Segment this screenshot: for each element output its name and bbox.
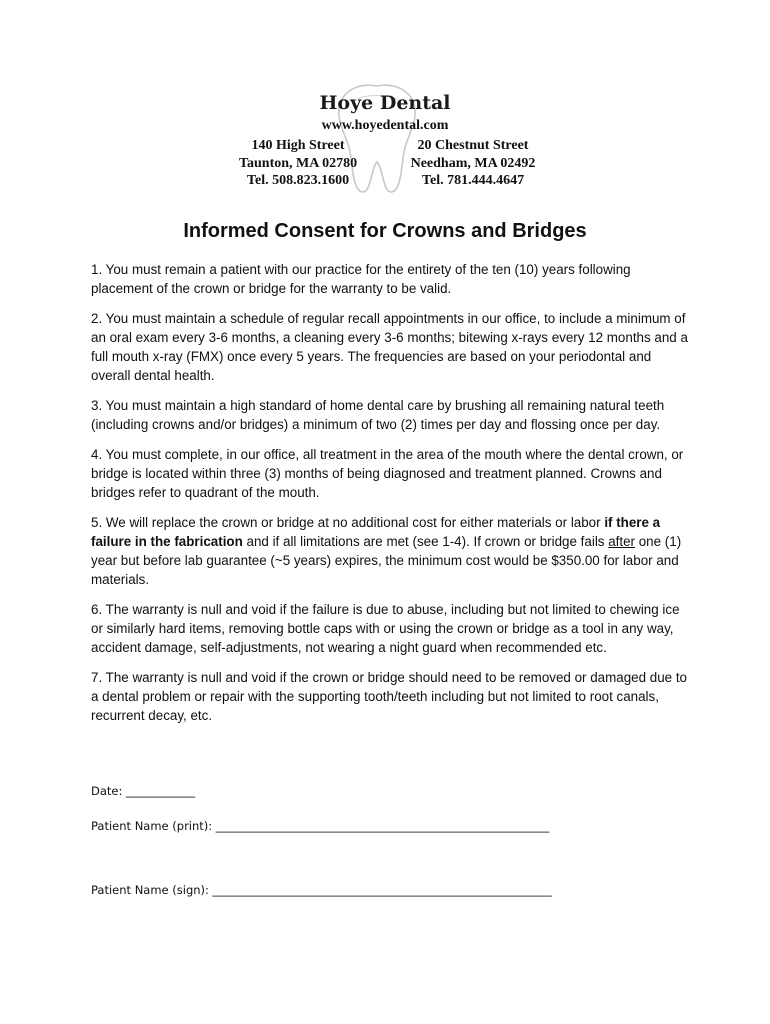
clause-5 (91, 513, 691, 589)
practice-website: www.hoyedental.com (321, 118, 449, 133)
date-field[interactable]: Date: ____________ (91, 784, 196, 798)
patient-name-sign-field[interactable]: Patient Name (sign): ___________________________________________________________ (91, 883, 552, 897)
letterhead (0, 0, 770, 200)
office-needham (398, 137, 548, 190)
clause-5-emphasis: if there a failure in the fabrication (91, 515, 661, 549)
clause-5-lead: 5. We will replace the crown or bridge at no additional cost for either materials or labor (91, 515, 605, 530)
clause-3: 3. You must maintain a high standard of home dental care by brushing all remaining natural teeth (including crowns and/or bridges) a minimum of two (2) times per day and flossing once per day. (91, 398, 665, 432)
clause-4: 4. You must complete, in our office, all treatment in the area of the mouth where the dental crown, or bridge is located within three (3) months of being diagnosed and treatment planned. Crowns and bridges refer to quadrant of the mouth. (91, 447, 684, 500)
practice-name: Hoye Dental (319, 92, 451, 114)
office-phone: Tel. 781.444.4647 (421, 173, 525, 188)
document-title: Informed Consent for Crowns and Bridges (183, 220, 587, 242)
consent-clauses (91, 260, 691, 736)
clause-1: 1. You must remain a patient with our practice for the entirety of the ten (10) years following placement of the crown or bridge for the warranty to be valid. (91, 262, 631, 296)
clause-7: 7. The warranty is null and void if the crown or bridge should need to be removed or damaged due to a dental problem or repair with the supporting tooth/teeth including but not limited to root canals, recurrent decay, etc. (91, 670, 687, 723)
clause-2: 2. You must maintain a schedule of regular recall appointments in our office, to include a minimum of an oral exam every 3-6 months, a cleaning every 3-6 months; bitewing x-rays every 12 months and a full mouth x-ray (FMX) once every 5 years. The frequencies are based on your periodontal and overall dental health. (91, 311, 688, 383)
office-street: 140 High Street (251, 138, 345, 153)
office-taunton (228, 137, 368, 190)
office-phone: Tel. 508.823.1600 (246, 173, 350, 188)
office-street: 20 Chestnut Street (417, 138, 529, 153)
clause-5-tail: one (1) year but before lab guarantee (~5 years) expires, the minimum cost would be $350.00 for labor and materials. (91, 534, 682, 587)
clause-5-middle: and if all limitations are met (see 1-4). If crown or bridge fails (242, 534, 609, 549)
patient-name-print-field[interactable]: Patient Name (print): __________________________________________________________ (91, 819, 550, 833)
clause-6: 6. The warranty is null and void if the failure is due to abuse, including but not limited to chewing ice or similarly hard items, removing bottle caps with or using the crown or bridge as a tool in any way, accident damage, self-adjustments, not wearing a night guard when recommended etc. (91, 602, 680, 655)
clause-5-underlined: after (608, 534, 636, 549)
office-city: Needham, MA 02492 (410, 155, 536, 171)
office-city: Taunton, MA 02780 (238, 155, 358, 171)
